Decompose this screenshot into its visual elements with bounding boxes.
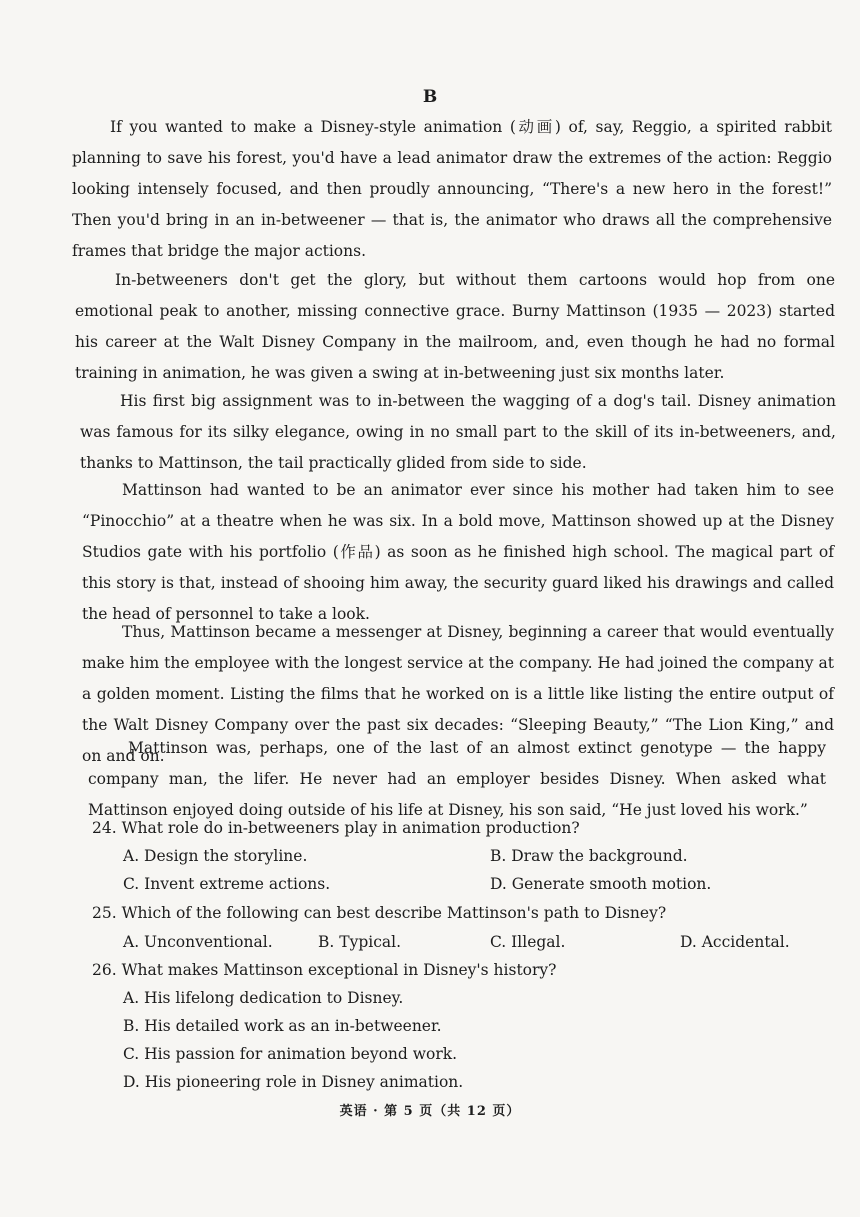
question-25-stem: 25. Which of the following can best describe Mattinson's path to Disney? [92,904,667,922]
passage-paragraph-3: His first big assignment was to in-between the wagging of a dog's tail. Disney animation was famous for its silky elegance, owing in no small part to the skill of its in-betweeners, and, thanks to Mattinson, the tail practically glided from side to side. [80,392,836,472]
question-25-option-d[interactable]: D. Accidental. [680,933,790,951]
question-26-option-b[interactable]: B. His detailed work as an in-betweener. [123,1017,442,1035]
question-25-option-b[interactable]: B. Typical. [318,933,402,951]
question-24-stem: 24. What role do in-betweeners play in animation production? [92,819,580,837]
passage-paragraph-2: In-betweeners don't get the glory, but without them cartoons would hop from one emotional peak to another, missing connective grace. Burny Mattinson (1935 — 2023) started his career at the Walt Disney Company in the mailroom, and, even though he had no formal training in animation, he was given a swing at in-betweening just six months later. [75,271,835,382]
passage-paragraph-4: Mattinson had wanted to be an animator ever since his mother had taken him to see “Pinocchio” at a theatre when he was six. In a bold move, Mattinson showed up at the Disney Studios gate with his portfolio (作品) as soon as he finished high school. The magical part of this story is that, instead of shooing him away, the security guard liked his drawings and called the head of personnel to take a look. [82,481,834,623]
question-24-option-a[interactable]: A. Design the storyline. [123,847,308,865]
question-25-option-a[interactable]: A. Unconventional. [123,933,273,951]
question-26-option-c[interactable]: C. His passion for animation beyond work. [123,1045,458,1063]
passage-paragraph-1: If you wanted to make a Disney-style animation (动画) of, say, Reggio, a spirited rabbit planning to save his forest, you'd have a lead animator draw the extremes of the action: Reggio looking intensely focused, and then proudly announcing, “There's a new hero in the forest!” Then you'd bring in an in-betweener — that is, the animator who draws all the comprehensive frames that bridge the major actions. [72,118,832,260]
passage-paragraph-5: Thus, Mattinson became a messenger at Disney, beginning a career that would eventually make him the employee with the longest service at the company. He had joined the company at a golden moment. Listing the films that he worked on is a little like listing the entire output of the Walt Disney Company over the past six decades: “Sleeping Beauty,” “The Lion King,” and on and on. [82,623,834,765]
question-24-option-c[interactable]: C. Invent extreme actions. [123,875,331,893]
section-heading: B [422,87,438,107]
question-25-option-c[interactable]: C. Illegal. [490,933,566,951]
question-26-stem: 26. What makes Mattinson exceptional in Disney's history? [92,961,557,979]
passage-paragraph-6: Mattinson was, perhaps, one of the last of an almost extinct genotype — the happy company man, the lifer. He never had an employer besides Disney. When asked what Mattinson enjoyed doing outside of his life at Disney, his son said, “He just loved his work.” [88,739,826,819]
page-footer: 英语 · 第 5 页（共 12 页） [339,1104,521,1119]
question-24-option-d[interactable]: D. Generate smooth motion. [490,875,712,893]
question-24-option-b[interactable]: B. Draw the background. [490,847,688,865]
question-26-option-d[interactable]: D. His pioneering role in Disney animation. [123,1073,464,1091]
question-26-option-a[interactable]: A. His lifelong dedication to Disney. [123,989,404,1007]
